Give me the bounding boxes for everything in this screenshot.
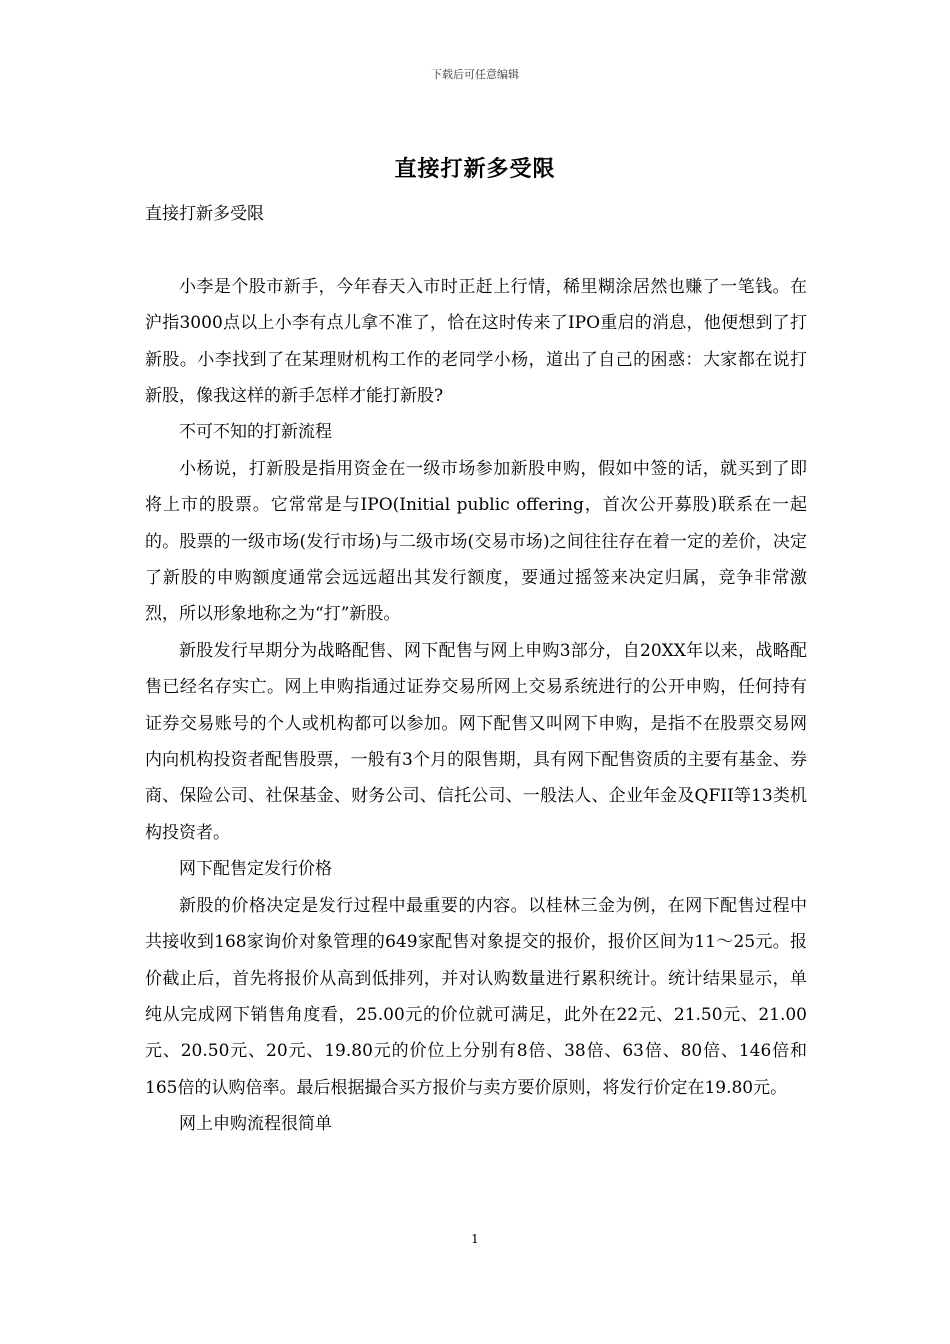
section-heading-pricing: 网下配售定发行价格 <box>179 859 332 880</box>
document-body <box>145 196 807 1143</box>
document-title: 直接打新多受限 <box>394 157 556 182</box>
header-note: 下载后可任意编辑 <box>431 68 519 81</box>
paragraph-intro: 小李是个股市新手，今年春天入市时正赶上行情，稀里糊涂居然也赚了一笔钱。在沪指3000点以上小李有点儿拿不准了，恰在这时传来了IPO重启的消息，他便想到了打新股。小李找到了在某理财机构工作的老同学小杨，道出了自己的困惑：大家都在说打新股，像我这样的新手怎样才能打新股? <box>145 276 807 407</box>
page-number: 1 <box>471 1232 479 1246</box>
section-heading-online: 网上申购流程很简单 <box>179 1114 332 1135</box>
blank-line <box>145 232 807 268</box>
paragraph-pricing: 新股的价格决定是发行过程中最重要的内容。以桂林三金为例，在网下配售过程中共接收到168家询价对象管理的649家配售对象提交的报价，报价区间为11～25元。报价截止后，首先将报价从高到低排列，并对认购数量进行累积统计。统计结果显示，单纯从完成网下销售角度看，25.00元的价位就可满足，此外在22元、21.50元、21.00元、20.50元、20元、19.80元的价位上分别有8倍、38倍、63倍、80倍、146倍和165倍的认购倍率。最后根据撮合买方报价与卖方要价原则，将发行价定在19.80元。 <box>145 895 807 1098</box>
paragraph-process: 小杨说，打新股是指用资金在一级市场参加新股申购，假如中签的话，就买到了即将上市的股票。它常常是与IPO(Initial public offering，首次公开募股)联系在一起的。股票的一级市场(发行市场)与二级市场(交易市场)之间往往存在着一定的差价，决定了新股的申购额度通常会远远超出其发行额度，要通过摇签来决定归属，竞争非常激烈，所以形象地称之为“打”新股。 <box>145 458 807 625</box>
document-subtitle: 直接打新多受限 <box>145 204 264 224</box>
section-heading-process: 不可不知的打新流程 <box>179 422 332 443</box>
paragraph-allocation: 新股发行早期分为战略配售、网下配售与网上申购3部分，自20XX年以来，战略配售已经名存实亡。网上申购指通过证券交易所网上交易系统进行的公开申购，任何持有证券交易账号的个人或机构都可以参加。网下配售又叫网下申购，是指不在股票交易网内向机构投资者配售股票，一般有3个月的限售期，具有网下配售资质的主要有基金、券商、保险公司、社保基金、财务公司、信托公司、一般法人、企业年金及QFII等13类机构投资者。 <box>145 640 807 843</box>
